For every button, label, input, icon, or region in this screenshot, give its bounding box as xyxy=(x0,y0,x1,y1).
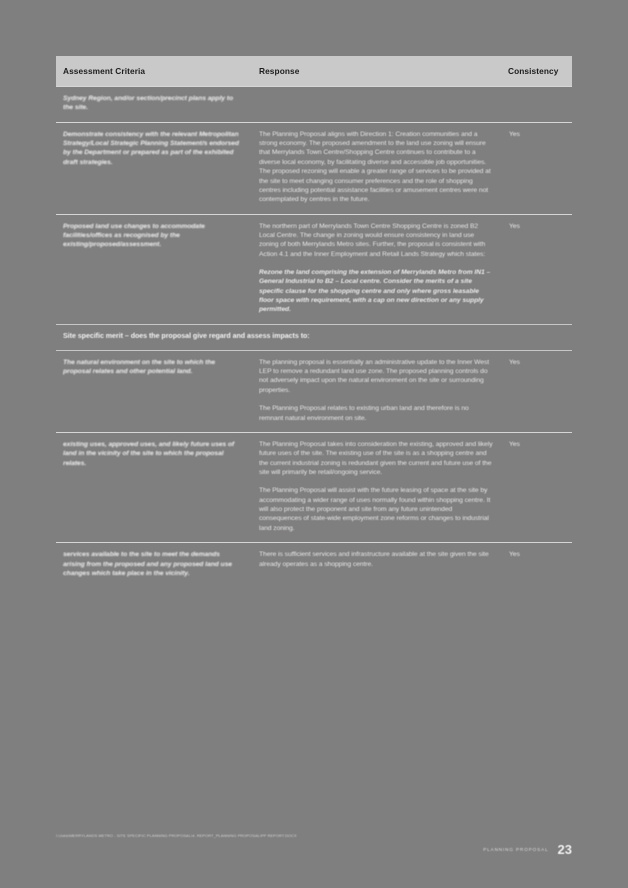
assessment-criteria-text: existing uses, approved uses, and likely future uses of land in the vicinity of the site to which the proposal relates. xyxy=(63,440,235,467)
response-cell xyxy=(252,350,502,432)
footer-file-path: I:\Jobs\MERRYLANDS METRO - SITE SPECIFIC PLANNING PROPOSAL\4. REPORT_PLANNING PROPOSAL\PP REPORT.DOCX xyxy=(56,833,297,838)
assessment-criteria-cell xyxy=(56,87,252,123)
response-cell xyxy=(252,543,502,588)
table-body xyxy=(56,87,572,588)
table-row xyxy=(56,87,572,123)
consistency-value: Yes xyxy=(509,440,520,448)
consistency-cell xyxy=(502,87,572,123)
response-paragraph: The Planning Proposal relates to existing urban land and therefore is no remnant natural environment on site. xyxy=(259,405,469,422)
consistency-cell xyxy=(502,432,572,542)
table-row xyxy=(56,122,572,214)
table-row xyxy=(56,214,572,324)
response-cell xyxy=(252,214,502,324)
table-row xyxy=(56,543,572,588)
response-cell xyxy=(252,87,502,123)
table-section-row xyxy=(56,324,572,350)
table-row xyxy=(56,432,572,542)
response-paragraph: The Planning Proposal takes into consideration the existing, approved and likely future uses of the site. The existing use of the site is as a shopping centre and the current industrial zoning is redundant given the current and future use of the site will primarily be retail/ongoing service. xyxy=(259,440,493,476)
section-heading-cell xyxy=(56,324,572,350)
column-header-response: Response xyxy=(252,56,502,87)
consistency-value: Yes xyxy=(509,358,520,366)
response-paragraph: The planning proposal is essentially an administrative update to the Inner West LEP to remove a redundant land use zone. The proposed planning controls do not adversely impact upon the natural environment on the site or surrounding properties. xyxy=(259,358,490,394)
consistency-cell xyxy=(502,543,572,588)
response-cell xyxy=(252,432,502,542)
consistency-cell xyxy=(502,214,572,324)
assessment-criteria-text: The natural environment on the site to which the proposal relates and other potential land. xyxy=(63,358,216,376)
assessment-criteria-text: services available to the site to meet the demands arising from the proposed and any proposed land use changes which take place in the vicinity. xyxy=(63,551,232,577)
assessment-criteria-cell xyxy=(56,122,252,214)
section-heading-text: Site specific merit – does the proposal give regard and assess impacts to: xyxy=(63,332,310,340)
assessment-criteria-cell xyxy=(56,432,252,542)
response-quote-paragraph: Rezone the land comprising the extension of Merrylands Metro from IN1 – General Industrial to B2 – Local centre. Consider the merits of a site specific clause for the shopping centre and only where gross leasable floor space with requirement, with a cap on new direction or any supply permitted. xyxy=(259,269,491,314)
table-header xyxy=(56,56,572,87)
response-paragraph: The northern part of Merrylands Town Centre Shopping Centre is zoned B2 Local Centre. The change in zoning would ensure consistency in land use zoning of both Merrylands Metro sites. Further, the proposal is consistent with Action 4.1 and the Inner Employment and Retail Lands Strategy which states: xyxy=(259,222,486,258)
consistency-value: Yes xyxy=(509,551,520,559)
assessment-criteria-table xyxy=(56,56,572,587)
assessment-criteria-cell xyxy=(56,350,252,432)
consistency-cell xyxy=(502,122,572,214)
table-header-row xyxy=(56,56,572,87)
assessment-criteria-cell xyxy=(56,543,252,588)
column-header-consistency: Consistency xyxy=(502,56,572,87)
consistency-cell xyxy=(502,350,572,432)
response-paragraph: The Planning Proposal will assist with the future leasing of space at the site by accommodating a wider range of uses normally found within shopping centre. It will also protect the proponent and site from any future unintended consequences of state-wide employment zone reforms or changes to industrial land zoning. xyxy=(259,487,491,532)
assessment-criteria-text: Proposed land use changes to accommodate facilities/offices as recognised by the existing/proposed/assessment. xyxy=(63,222,205,249)
consistency-value: Yes xyxy=(509,222,520,230)
page-number: 23 xyxy=(557,842,572,857)
response-paragraph: There is sufficient services and infrastructure available at the site given the site already operates as a shopping centre. xyxy=(259,551,489,568)
table-row xyxy=(56,350,572,432)
assessment-criteria-text: Sydney Region, and/or section/precinct plans apply to the site. xyxy=(63,95,234,112)
page-footer xyxy=(56,833,572,867)
consistency-value: Yes xyxy=(509,130,520,138)
assessment-criteria-cell xyxy=(56,214,252,324)
response-cell xyxy=(252,122,502,214)
response-paragraph: The Planning Proposal aligns with Direction 1: Creation communities and a strong economy. The proposed amendment to the land use zoning will ensure that Merrylands Town Centre/Shopping Centre continues to contribute to a diverse local economy, by facilitating diverse and accessible job opportunities. The proposed rezoning will enable a greater range of services to be provided at the site to meet changing consumer preferences and the role of shopping centres including potential assistance facilities or amusement centres were not contemplated by centres in the future. xyxy=(259,130,491,204)
column-header-assessment-criteria: Assessment Criteria xyxy=(56,56,252,87)
assessment-criteria-text: Demonstrate consistency with the relevant Metropolitan Strategy/Local Strategic Planning Statement/s endorsed by the Department or prepared as part of the exhibited draft strategies. xyxy=(63,130,239,166)
footer-document-label: PLANNING PROPOSAL xyxy=(483,847,549,852)
footer-right-group xyxy=(483,842,572,857)
